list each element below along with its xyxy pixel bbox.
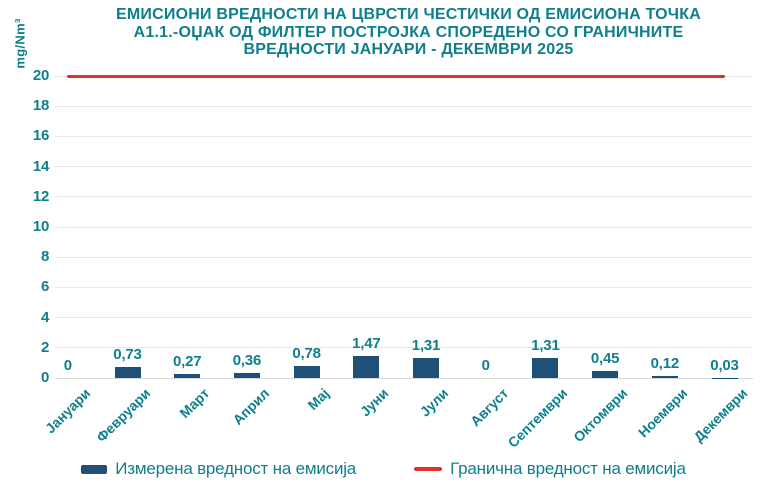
gridline bbox=[55, 196, 753, 197]
bar bbox=[532, 358, 558, 378]
y-tick-label: 2 bbox=[40, 338, 49, 356]
x-axis-label: Декември bbox=[689, 385, 750, 445]
x-axis-label: Ноември bbox=[634, 385, 691, 441]
x-axis-label: Јуни bbox=[357, 385, 392, 420]
bar-value-label: 0,27 bbox=[172, 352, 202, 370]
gridline bbox=[55, 106, 753, 107]
title-line-2: А1.1.-ОЏАК ОД ФИЛТЕР ПОСТРОЈКА СПОРЕДЕНО СО ГРАНИЧНИТЕ bbox=[133, 23, 684, 41]
gridline bbox=[55, 287, 753, 288]
limit-line bbox=[67, 75, 726, 78]
bar bbox=[294, 366, 320, 378]
legend-measured-label: Измерена вредност на емисија bbox=[115, 459, 357, 478]
y-tick-label: 12 bbox=[32, 187, 49, 205]
bar-value-label: 1,31 bbox=[411, 337, 441, 355]
x-axis-label: Септември bbox=[504, 385, 571, 451]
x-axis-label: Февруари bbox=[92, 385, 153, 446]
gridline bbox=[55, 317, 753, 318]
y-axis-unit-label: mg/Nm³ bbox=[12, 18, 28, 69]
legend-limit-label: Гранична вредност на емисија bbox=[450, 459, 686, 478]
y-tick-label: 10 bbox=[32, 218, 49, 235]
y-tick-label: 14 bbox=[32, 157, 49, 175]
bar bbox=[174, 374, 200, 378]
gridline bbox=[55, 227, 753, 228]
gridline bbox=[55, 166, 753, 167]
gridline bbox=[55, 136, 753, 137]
chart-title bbox=[70, 6, 747, 59]
bar bbox=[652, 376, 678, 378]
limit-line-swatch-icon bbox=[414, 467, 442, 471]
x-axis-label: Јули bbox=[416, 385, 452, 420]
bar-value-label: 0,73 bbox=[113, 345, 142, 363]
x-axis-label: Април bbox=[229, 385, 273, 428]
bar-value-label: 0,36 bbox=[232, 351, 262, 369]
bar bbox=[353, 356, 379, 378]
x-axis-label: Август bbox=[466, 385, 512, 430]
y-tick-label: 8 bbox=[40, 248, 49, 266]
title-line-1: ЕМИСИОНИ ВРЕДНОСТИ НА ЦВРСТИ ЧЕСТИЧКИ ОД ЕМИСИОНА ТОЧКА bbox=[116, 6, 701, 23]
bar-value-label: 0,12 bbox=[650, 355, 679, 373]
x-axis-label: Март bbox=[176, 385, 213, 421]
x-axis-label: Октомври bbox=[570, 385, 631, 446]
bar bbox=[592, 371, 618, 378]
bar-value-label: 1,31 bbox=[531, 337, 560, 355]
measured-series-swatch-icon bbox=[81, 465, 107, 474]
y-tick-label: 4 bbox=[40, 308, 49, 326]
bar-value-label: 0 bbox=[63, 357, 72, 374]
legend-item-limit bbox=[414, 459, 686, 479]
y-tick-label: 20 bbox=[32, 67, 49, 84]
plot-area bbox=[32, 67, 753, 451]
legend-item-measured bbox=[81, 459, 356, 479]
gridline bbox=[55, 378, 753, 379]
bar-value-label: 0,45 bbox=[590, 350, 620, 368]
x-axis-label: Мај bbox=[303, 385, 332, 413]
bar-value-label: 0,03 bbox=[710, 356, 739, 374]
y-tick-label: 0 bbox=[40, 369, 49, 386]
legend bbox=[0, 459, 767, 479]
bar bbox=[413, 358, 439, 378]
bar-value-label: 1,47 bbox=[352, 334, 381, 352]
gridline bbox=[55, 257, 753, 258]
y-tick-label: 18 bbox=[32, 97, 49, 115]
title-line-3: ВРЕДНОСТИ ЈАНУАРИ - ДЕКЕМВРИ 2025 bbox=[243, 41, 574, 58]
y-tick-label: 16 bbox=[32, 127, 49, 145]
y-tick-label: 6 bbox=[40, 278, 49, 296]
bar-value-label: 0 bbox=[481, 357, 490, 374]
bar-value-label: 0,78 bbox=[292, 345, 321, 363]
x-axis-label: Јануари bbox=[41, 385, 94, 437]
bar bbox=[234, 373, 260, 378]
bar bbox=[115, 367, 141, 378]
